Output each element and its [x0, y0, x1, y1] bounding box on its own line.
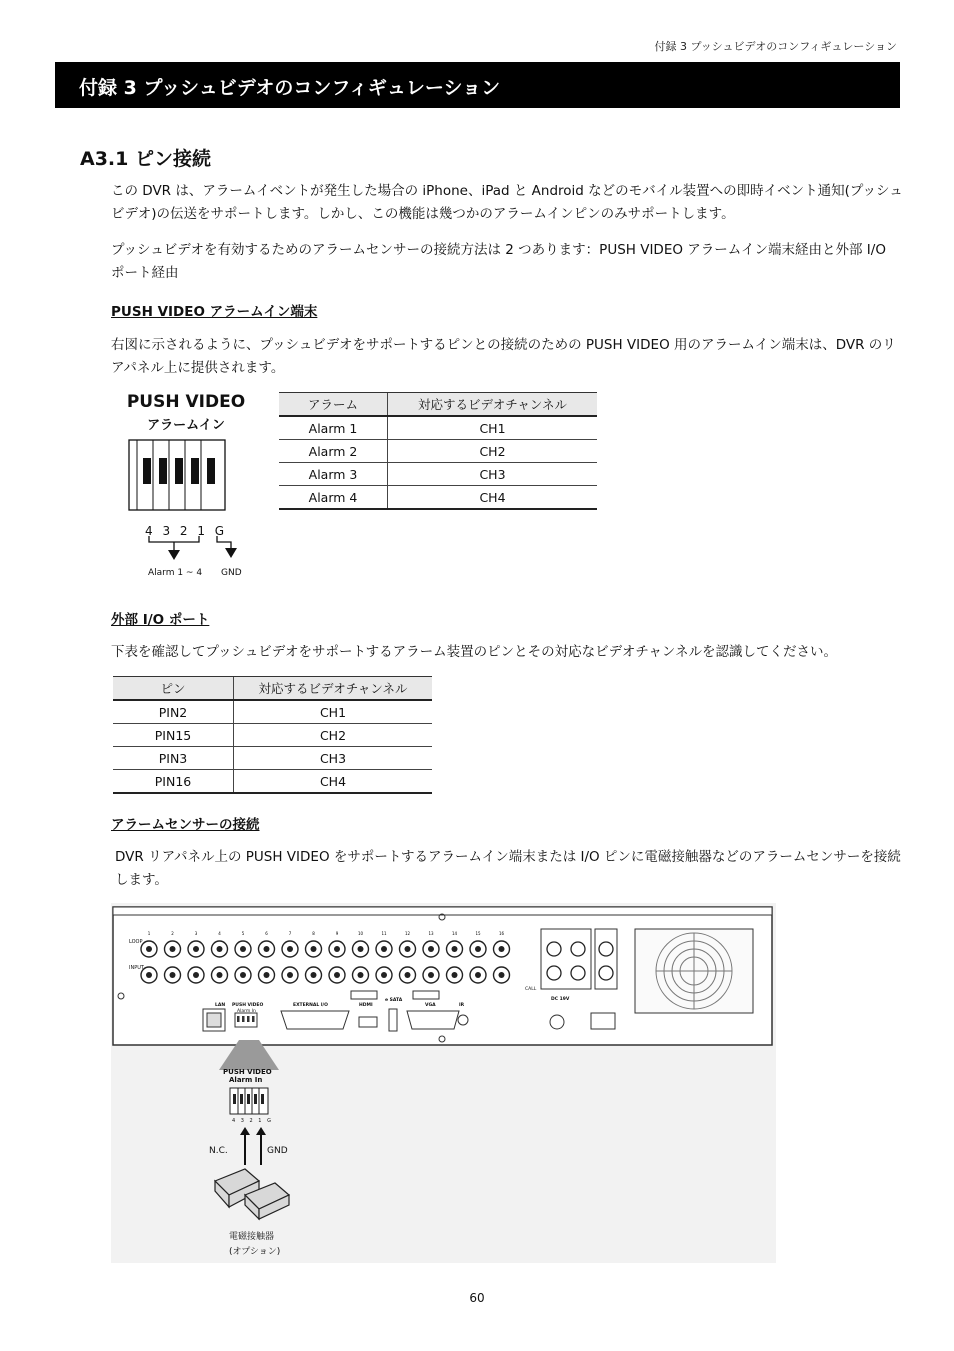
aux-connector [547, 966, 561, 980]
table-cell: CH3 [234, 747, 433, 770]
panel-lan-label: LAN [215, 1003, 226, 1008]
table-row [279, 463, 597, 486]
table-cell: Alarm 3 [279, 463, 388, 486]
panel-call-label: CALL [525, 987, 537, 992]
panel-input-label: INPUT [129, 965, 144, 971]
table-row [279, 486, 597, 510]
table-cell: CH2 [388, 440, 598, 463]
chapter-title: 付録 3 プッシュビデオのコンフィギュレーション [79, 77, 501, 99]
panel-alarm-in-label: Alarm In [237, 1009, 256, 1014]
pin-table-header: ピン [113, 677, 234, 701]
terminal-subtitle: アラームイン [147, 418, 225, 433]
page-number: 60 [469, 1291, 485, 1305]
bnc-pin [264, 972, 270, 978]
channel-number: 1 [147, 931, 151, 936]
running-head: 付録 3 プッシュビデオのコンフィギュレーション [654, 40, 897, 53]
terminal-gnd-label: GND [221, 568, 242, 578]
callout-nc-label: N.C. [209, 1146, 228, 1156]
bnc-pin [170, 972, 176, 978]
bnc-pin [428, 972, 434, 978]
intro-paragraph-1: この DVR は、アラームイベントが発生した場合の iPhone、iPad と Android などのモバイル装置への即時イベント通知(プッシュビデオ)の伝送をサポートします。しかし、この機能は幾つかのアラームインピンのみサポートします。 [111, 183, 903, 222]
section-title: A3.1 ピン接続 [80, 148, 211, 170]
terminal-title: PUSH VIDEO [126, 392, 246, 412]
callout-gnd-label: GND [267, 1146, 288, 1156]
bnc-pin [405, 946, 411, 952]
callout-pointer [219, 1040, 279, 1070]
bnc-pin [240, 946, 246, 952]
rear-panel-drawing [111, 903, 776, 1053]
intro-paragraph-2: プッシュビデオを有効するためのアラームセンサーの接続方法は 2 つあります：PUSH VIDEO アラームイン端末経由と外部 I/O ポート経由 [111, 242, 886, 281]
alarm-table-header: 対応するビデオチャンネル [388, 393, 598, 417]
panel-loop-label: LOOP [129, 939, 143, 945]
table-cell: PIN3 [113, 747, 234, 770]
bnc-pin [452, 946, 458, 952]
terminal-block-drawing [112, 438, 260, 568]
pin-table-header: 対応するビデオチャンネル [234, 677, 433, 701]
bnc-pin [287, 946, 293, 952]
bnc-pin [499, 946, 505, 952]
channel-number: 8 [312, 931, 315, 936]
callout-subtitle: Alarm In [229, 1076, 263, 1084]
panel-ir-label: IR [459, 1003, 465, 1008]
channel-number: 13 [428, 931, 434, 936]
channel-number: 5 [241, 931, 245, 936]
bnc-pin [475, 972, 481, 978]
bnc-pin [264, 946, 270, 952]
table-cell: CH1 [234, 700, 433, 724]
terminal-pin-labels: 4 3 2 1 G [145, 524, 228, 538]
aux-connector [599, 942, 613, 956]
alarm-table-header: アラーム [279, 393, 388, 417]
channel-number: 12 [404, 931, 411, 936]
bnc-pin [146, 972, 152, 978]
table-cell: PIN16 [113, 770, 234, 794]
external-io-heading: 外部 I/O ポート [111, 612, 210, 628]
callout-device-label: 電磁接触器 [229, 1232, 275, 1242]
table-cell: PIN2 [113, 700, 234, 724]
panel-external-io-label: EXTERNAL I/O [293, 1003, 328, 1008]
table-cell: CH4 [388, 486, 598, 510]
channel-number: 15 [475, 931, 481, 936]
panel-push-video-label: PUSH VIDEO [232, 1003, 264, 1008]
panel-esata-label: e SATA [385, 998, 403, 1003]
aux-connector [571, 942, 585, 956]
table-cell: Alarm 4 [279, 486, 388, 510]
table-cell: Alarm 1 [279, 416, 388, 440]
rear-panel-illustration [111, 903, 776, 1263]
table-row [113, 770, 432, 794]
table-cell: PIN15 [113, 724, 234, 747]
terminal-alarm-label: Alarm 1 ~ 4 [148, 568, 203, 578]
channel-number: 2 [171, 931, 174, 936]
pin-channel-table [113, 676, 432, 794]
bnc-pin [193, 946, 199, 952]
channel-number: 14 [451, 931, 458, 936]
aux-connector [547, 942, 561, 956]
push-video-terminal-diagram [112, 392, 260, 584]
channel-number: 11 [381, 931, 387, 936]
channel-number: 3 [194, 931, 198, 936]
external-io-paragraph: 下表を確認してプッシュビデオをサポートするアラーム装置のピンとその対応なビデオチャンネルを認識してください。 [111, 644, 838, 660]
callout-option-label: (オプション) [229, 1247, 281, 1257]
sensor-heading: アラームセンサーの接続 [111, 817, 260, 833]
callout-terminal-drawing [229, 1087, 269, 1115]
bnc-pin [193, 972, 199, 978]
channel-number: 16 [498, 931, 505, 936]
panel-hdmi-label: HDMI [359, 1003, 373, 1008]
callout-title: PUSH VIDEO [223, 1068, 272, 1076]
bnc-pin [499, 972, 505, 978]
table-cell: CH1 [388, 416, 598, 440]
bnc-pin [475, 946, 481, 952]
table-cell: Alarm 2 [279, 440, 388, 463]
bnc-pin [358, 972, 364, 978]
bnc-pin [311, 946, 317, 952]
callout-pin-labels: 4 3 2 1 G [232, 1118, 273, 1124]
panel-dc-label: DC 19V [551, 997, 570, 1002]
table-row [113, 724, 432, 747]
channel-number: 6 [265, 931, 268, 936]
table-row [279, 416, 597, 440]
callout-wire-arrows [239, 1127, 269, 1167]
channel-number: 10 [357, 931, 364, 936]
channel-number: 4 [218, 931, 221, 936]
table-cell: CH2 [234, 724, 433, 747]
channel-number: 9 [335, 931, 339, 936]
channel-number: 7 [288, 931, 292, 936]
bnc-pin [405, 972, 411, 978]
table-cell: CH3 [388, 463, 598, 486]
bnc-pin [311, 972, 317, 978]
table-row [113, 747, 432, 770]
bnc-pin [334, 972, 340, 978]
sensor-paragraph: DVR リアパネル上の PUSH VIDEO をサポートするアラームイン端末または I/O ピンに電磁接触器などのアラームセンサーを接続します。 [115, 849, 901, 888]
table-row [113, 700, 432, 724]
panel-vga-label: VGA [425, 1003, 436, 1008]
bnc-pin [381, 972, 387, 978]
table-cell: CH4 [234, 770, 433, 794]
bnc-pin [240, 972, 246, 978]
bnc-pin [217, 946, 223, 952]
bnc-pin [428, 946, 434, 952]
bnc-pin [452, 972, 458, 978]
aux-connector [599, 966, 613, 980]
push-video-paragraph: 右図に示されるように、プッシュビデオをサポートするピンとの接続のための PUSH VIDEO 用のアラームイン端末は、DVR のリアパネル上に提供されます。 [111, 337, 896, 376]
bnc-pin [358, 946, 364, 952]
aux-connector [571, 966, 585, 980]
push-video-heading: PUSH VIDEO アラームイン端末 [111, 304, 318, 320]
magnetic-contact-icon [211, 1165, 293, 1223]
bnc-pin [287, 972, 293, 978]
bnc-pin [217, 972, 223, 978]
table-row [279, 440, 597, 463]
bnc-pin [381, 946, 387, 952]
bnc-pin [334, 946, 340, 952]
alarm-channel-table [279, 392, 597, 510]
bnc-pin [170, 946, 176, 952]
chapter-banner [55, 62, 900, 108]
bnc-pin [146, 946, 152, 952]
